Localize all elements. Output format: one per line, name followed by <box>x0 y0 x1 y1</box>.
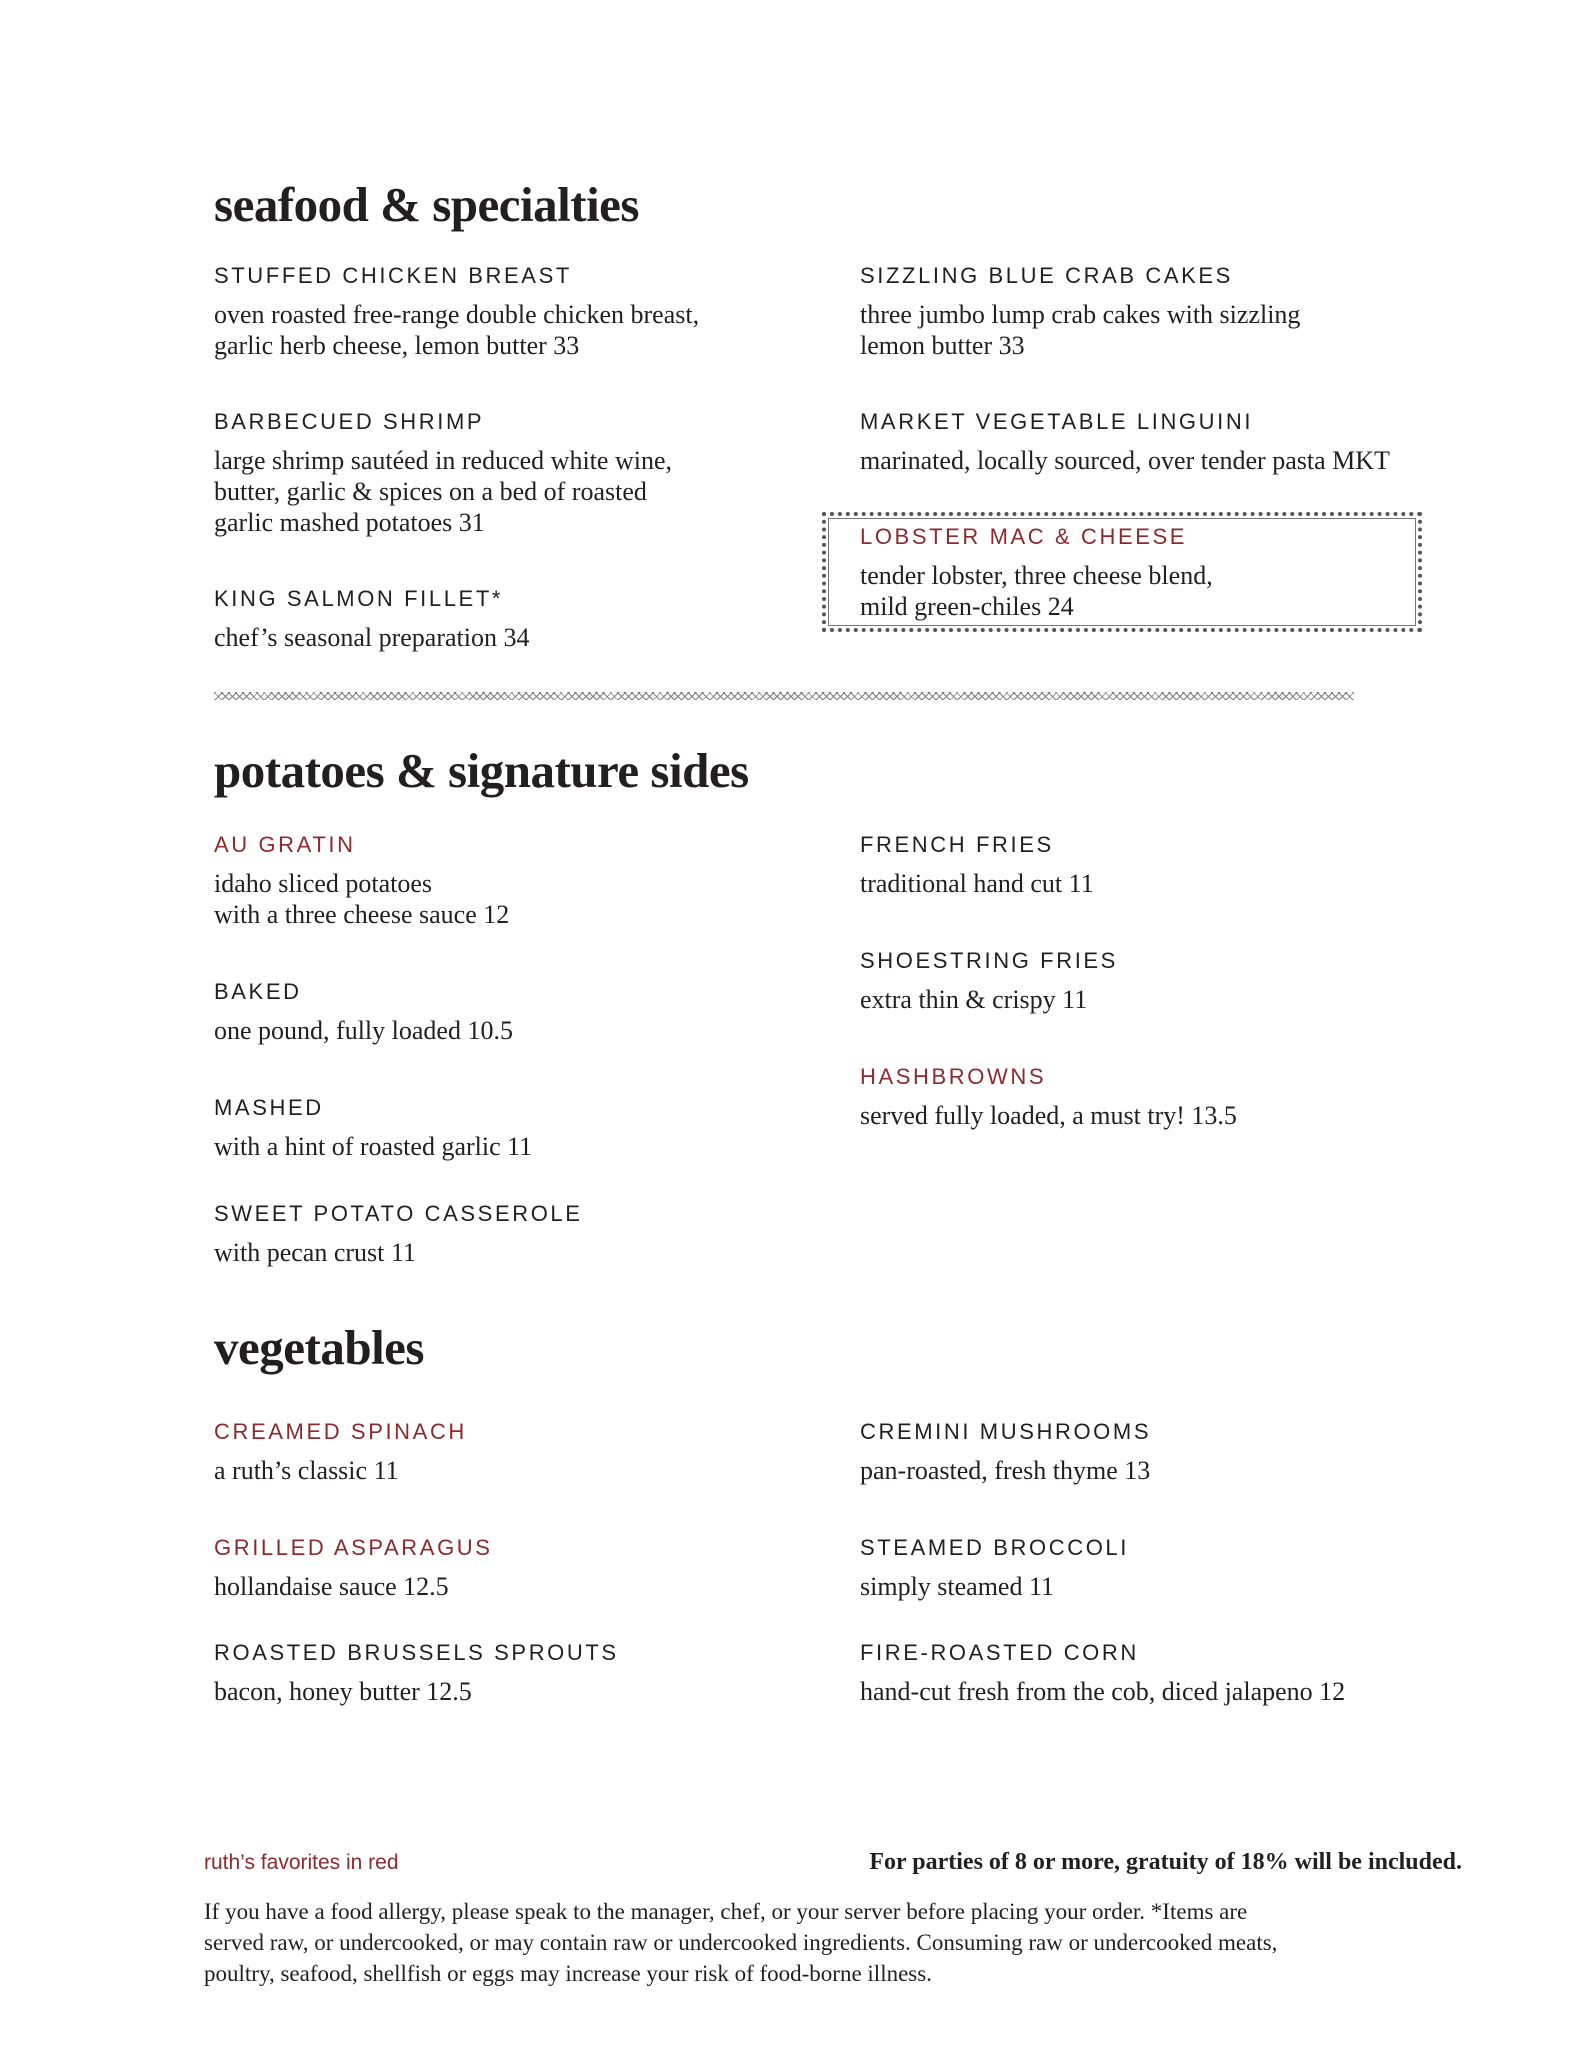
item-name: MARKET VEGETABLE LINGUINI <box>860 409 1254 434</box>
menu-item-sweet-potato-casserole <box>214 1203 824 1268</box>
item-name: GRILLED ASPARAGUS <box>214 1535 493 1560</box>
item-name: BAKED <box>214 979 302 1004</box>
item-description: pan-roasted, fresh thyme 13 <box>860 1456 1151 1485</box>
item-description: three jumbo lump crab cakes with sizzling lemon butter 33 <box>860 300 1301 360</box>
item-name: FIRE-ROASTED CORN <box>860 1640 1139 1665</box>
item-description: hollandaise sauce 12.5 <box>214 1572 449 1601</box>
menu-item-baked <box>214 981 824 1046</box>
menu-item-market-vegetable-linguini <box>860 411 1520 476</box>
item-description: with pecan crust 11 <box>214 1238 416 1267</box>
item-description: traditional hand cut 11 <box>860 869 1094 898</box>
menu-item-french-fries <box>860 834 1470 899</box>
item-description: chef’s seasonal preparation 34 <box>214 623 530 652</box>
menu-item-stuffed-chicken-breast <box>214 265 824 361</box>
item-description: large shrimp sautéed in reduced white wine, butter, garlic & spices on a bed of roasted garlic mashed potatoes 31 <box>214 446 672 537</box>
item-description: served fully loaded, a must try! 13.5 <box>860 1101 1237 1130</box>
menu-item-hashbrowns <box>860 1066 1470 1131</box>
menu-item-roasted-brussels-sprouts <box>214 1642 824 1707</box>
item-name: HASHBROWNS <box>860 1064 1047 1089</box>
item-description: bacon, honey butter 12.5 <box>214 1677 472 1706</box>
item-description: one pound, fully loaded 10.5 <box>214 1016 513 1045</box>
section-title-sides: potatoes & signature sides <box>214 743 749 798</box>
item-name: STEAMED BROCCOLI <box>860 1535 1129 1560</box>
section-title-seafood: seafood & specialties <box>214 177 639 232</box>
item-name: CREAMED SPINACH <box>214 1419 467 1444</box>
item-name: LOBSTER MAC & CHEESE <box>860 524 1188 549</box>
item-name: ROASTED BRUSSELS SPROUTS <box>214 1640 619 1665</box>
item-name: SIZZLING BLUE CRAB CAKES <box>860 263 1233 288</box>
item-name: KING SALMON FILLET* <box>214 586 504 611</box>
menu-item-au-gratin <box>214 834 824 930</box>
item-description: with a hint of roasted garlic 11 <box>214 1132 533 1161</box>
item-name: SWEET POTATO CASSEROLE <box>214 1201 583 1226</box>
allergy-disclaimer: If you have a food allergy, please speak to the manager, chef, or your server before placing your order. *Items are served raw, or undercooked, or may contain raw or undercooked ingredients. Consuming raw or undercooked meats, poultry, seafood, shellfish or eggs may increase your risk of food-borne illness. <box>204 1899 1278 1986</box>
menu-item-mashed <box>214 1097 824 1162</box>
item-name: CREMINI MUSHROOMS <box>860 1419 1152 1444</box>
item-description: oven roasted free-range double chicken breast, garlic herb cheese, lemon butter 33 <box>214 300 700 360</box>
section-divider <box>214 692 1354 700</box>
item-description: idaho sliced potatoes with a three cheese sauce 12 <box>214 869 510 929</box>
menu-item-cremini-mushrooms <box>860 1421 1470 1486</box>
item-name: BARBECUED SHRIMP <box>214 409 485 434</box>
menu-item-barbecued-shrimp <box>214 411 824 538</box>
menu-item-steamed-broccoli <box>860 1537 1470 1602</box>
menu-item-grilled-asparagus <box>214 1537 824 1602</box>
menu-item-shoestring-fries <box>860 950 1470 1015</box>
item-name: SHOESTRING FRIES <box>860 948 1118 973</box>
menu-item-creamed-spinach <box>214 1421 824 1486</box>
item-name: STUFFED CHICKEN BREAST <box>214 263 572 288</box>
menu-item-king-salmon-fillet <box>214 588 824 653</box>
section-title-vegetables: vegetables <box>214 1320 424 1375</box>
menu-item-lobster-mac-and-cheese <box>860 526 1470 622</box>
item-description: marinated, locally sourced, over tender pasta MKT <box>860 446 1390 475</box>
item-name: FRENCH FRIES <box>860 832 1054 857</box>
favorites-note: ruth’s favorites in red <box>204 1851 399 1874</box>
item-name: MASHED <box>214 1095 324 1120</box>
item-description: a ruth’s classic 11 <box>214 1456 399 1485</box>
item-name: AU GRATIN <box>214 832 356 857</box>
item-description: simply steamed 11 <box>860 1572 1055 1601</box>
menu-item-fire-roasted-corn <box>860 1642 1520 1707</box>
menu-item-sizzling-blue-crab-cakes <box>860 265 1470 361</box>
item-description: hand-cut fresh from the cob, diced jalapeno 12 <box>860 1677 1346 1706</box>
item-description: tender lobster, three cheese blend, mild green-chiles 24 <box>860 561 1213 621</box>
item-description: extra thin & crispy 11 <box>860 985 1088 1014</box>
gratuity-note: For parties of 8 or more, gratuity of 18% will be included. <box>869 1849 1462 1875</box>
